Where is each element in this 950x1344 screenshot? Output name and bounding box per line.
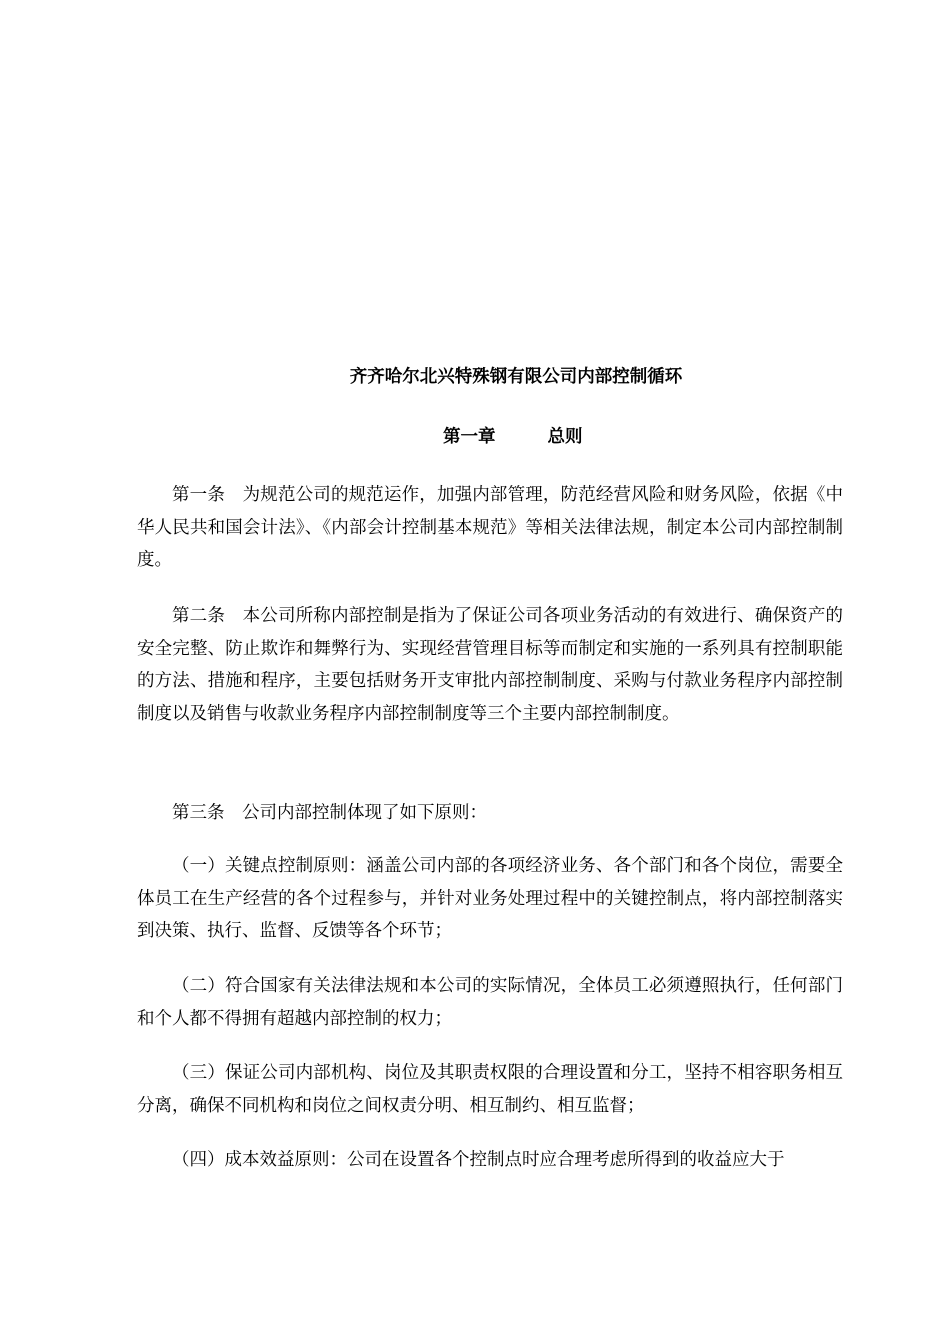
chapter-name: 总则 (547, 427, 583, 447)
document-title: 齐齐哈尔北兴特殊钢有限公司内部控制循环 (349, 367, 683, 387)
principle-1-paragraph: （一）关键点控制原则：涵盖公司内部的各项经济业务、各个部门和各个岗位，需要全体员工在生产经营的各个过程参与，并针对业务处理过程中的关键控制点，将内部控制落实到决策、执行、监督、反馈等各个环节； (137, 856, 843, 941)
chapter-heading (443, 420, 583, 454)
principle-3-paragraph: （三）保证公司内部机构、岗位及其职责权限的合理设置和分工，坚持不相容职务相互分离，确保不同机构和岗位之间权责分明、相互制约、相互监督； (137, 1063, 843, 1116)
article-1-paragraph: 第一条 为规范公司的规范运作，加强内部管理，防范经营风险和财务风险，依据《中华人民共和国会计法》、《内部会计控制基本规范》等相关法律法规，制定本公司内部控制制度。 (137, 485, 843, 570)
article-3-paragraph: 第三条 公司内部控制体现了如下原则： (172, 803, 487, 823)
article-2-paragraph: 第二条 本公司所称内部控制是指为了保证公司各项业务活动的有效进行、确保资产的安全完整、防止欺诈和舞弊行为、实现经营管理目标等而制定和实施的一系列具有控制职能的方法、措施和程序，主要包括财务开支审批内部控制制度、采购与付款业务程序内部控制制度以及销售与收款业务程序内部控制制度等三个主要内部控制制度。 (137, 606, 843, 724)
principle-2-paragraph: （二）符合国家有关法律法规和本公司的实际情况，全体员工必须遵照执行，任何部门和个人都不得拥有超越内部控制的权力； (137, 976, 843, 1029)
principle-4-paragraph: （四）成本效益原则：公司在设置各个控制点时应合理考虑所得到的收益应大于 (172, 1150, 785, 1170)
chapter-number: 第一章 (443, 427, 496, 447)
